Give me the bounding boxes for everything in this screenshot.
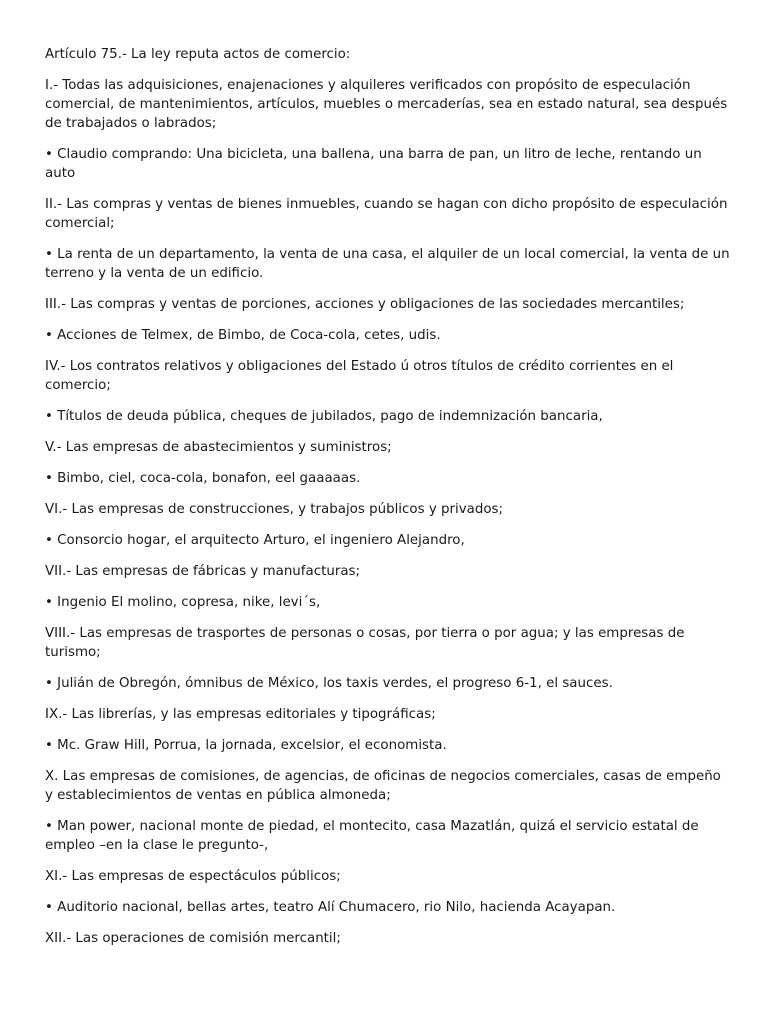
fraction-viii: VIII.- Las empresas de trasportes de personas o cosas, por tierra o por agua; y las empresas de turismo; <box>45 626 685 660</box>
fraction-ii: II.- Las compras y ventas de bienes inmuebles, cuando se hagan con dicho propósito de especulación comercial; <box>45 197 728 231</box>
fraction-iii: III.- Las compras y ventas de porciones, acciones y obligaciones de las sociedades mercantiles; <box>45 297 685 312</box>
example-ix: • Mc. Graw Hill, Porrua, la jornada, excelsior, el economista. <box>45 738 447 753</box>
example-v: • Bimbo, ciel, coca-cola, bonafon, eel gaaaaas. <box>45 471 361 486</box>
fraction-xi: XI.- Las empresas de espectáculos públicos; <box>45 869 341 884</box>
fraction-xii: XII.- Las operaciones de comisión mercantil; <box>45 931 341 946</box>
example-viii: • Julián de Obregón, ómnibus de México, los taxis verdes, el progreso 6-1, el sauces. <box>45 676 613 691</box>
document-page <box>45 45 730 960</box>
example-vii: • Ingenio El molino, copresa, nike, levi´s, <box>45 595 321 610</box>
fraction-i: I.- Todas las adquisiciones, enajenaciones y alquileres verificados con propósito de especulación comercial, de mantenimientos, artículos, muebles o mercaderías, sea en estado natural, sea después de trabajados o labrados; <box>45 78 728 131</box>
example-i: • Claudio comprando: Una bicicleta, una ballena, una barra de pan, un litro de leche, rentando un auto <box>45 147 702 181</box>
example-iii: • Acciones de Telmex, de Bimbo, de Coca-cola, cetes, udis. <box>45 328 441 343</box>
fraction-v: V.- Las empresas de abastecimientos y suministros; <box>45 440 392 455</box>
fraction-vii: VII.- Las empresas de fábricas y manufacturas; <box>45 564 361 579</box>
example-ii: • La renta de un departamento, la venta de una casa, el alquiler de un local comercial, la venta de un terreno y la venta de un edificio. <box>45 247 730 281</box>
fraction-iv: IV.- Los contratos relativos y obligaciones del Estado ú otros títulos de crédito corrientes en el comercio; <box>45 359 674 393</box>
article-heading: Artículo 75.- La ley reputa actos de comercio: <box>45 47 351 62</box>
example-x: • Man power, nacional monte de piedad, el montecito, casa Mazatlán, quizá el servicio estatal de empleo –en la clase le pregunto-, <box>45 819 699 853</box>
example-iv: • Títulos de deuda pública, cheques de jubilados, pago de indemnización bancaria, <box>45 409 603 424</box>
example-xi: • Auditorio nacional, bellas artes, teatro Alí Chumacero, rio Nilo, hacienda Acayapan. <box>45 900 616 915</box>
fraction-ix: IX.- Las librerías, y las empresas editoriales y tipográficas; <box>45 707 436 722</box>
example-vi: • Consorcio hogar, el arquitecto Arturo, el ingeniero Alejandro, <box>45 533 465 548</box>
fraction-x: X. Las empresas de comisiones, de agencias, de oficinas de negocios comerciales, casas de empeño y establecimientos de ventas en pública almoneda; <box>45 769 721 803</box>
fraction-vi: VI.- Las empresas de construcciones, y trabajos públicos y privados; <box>45 502 504 517</box>
